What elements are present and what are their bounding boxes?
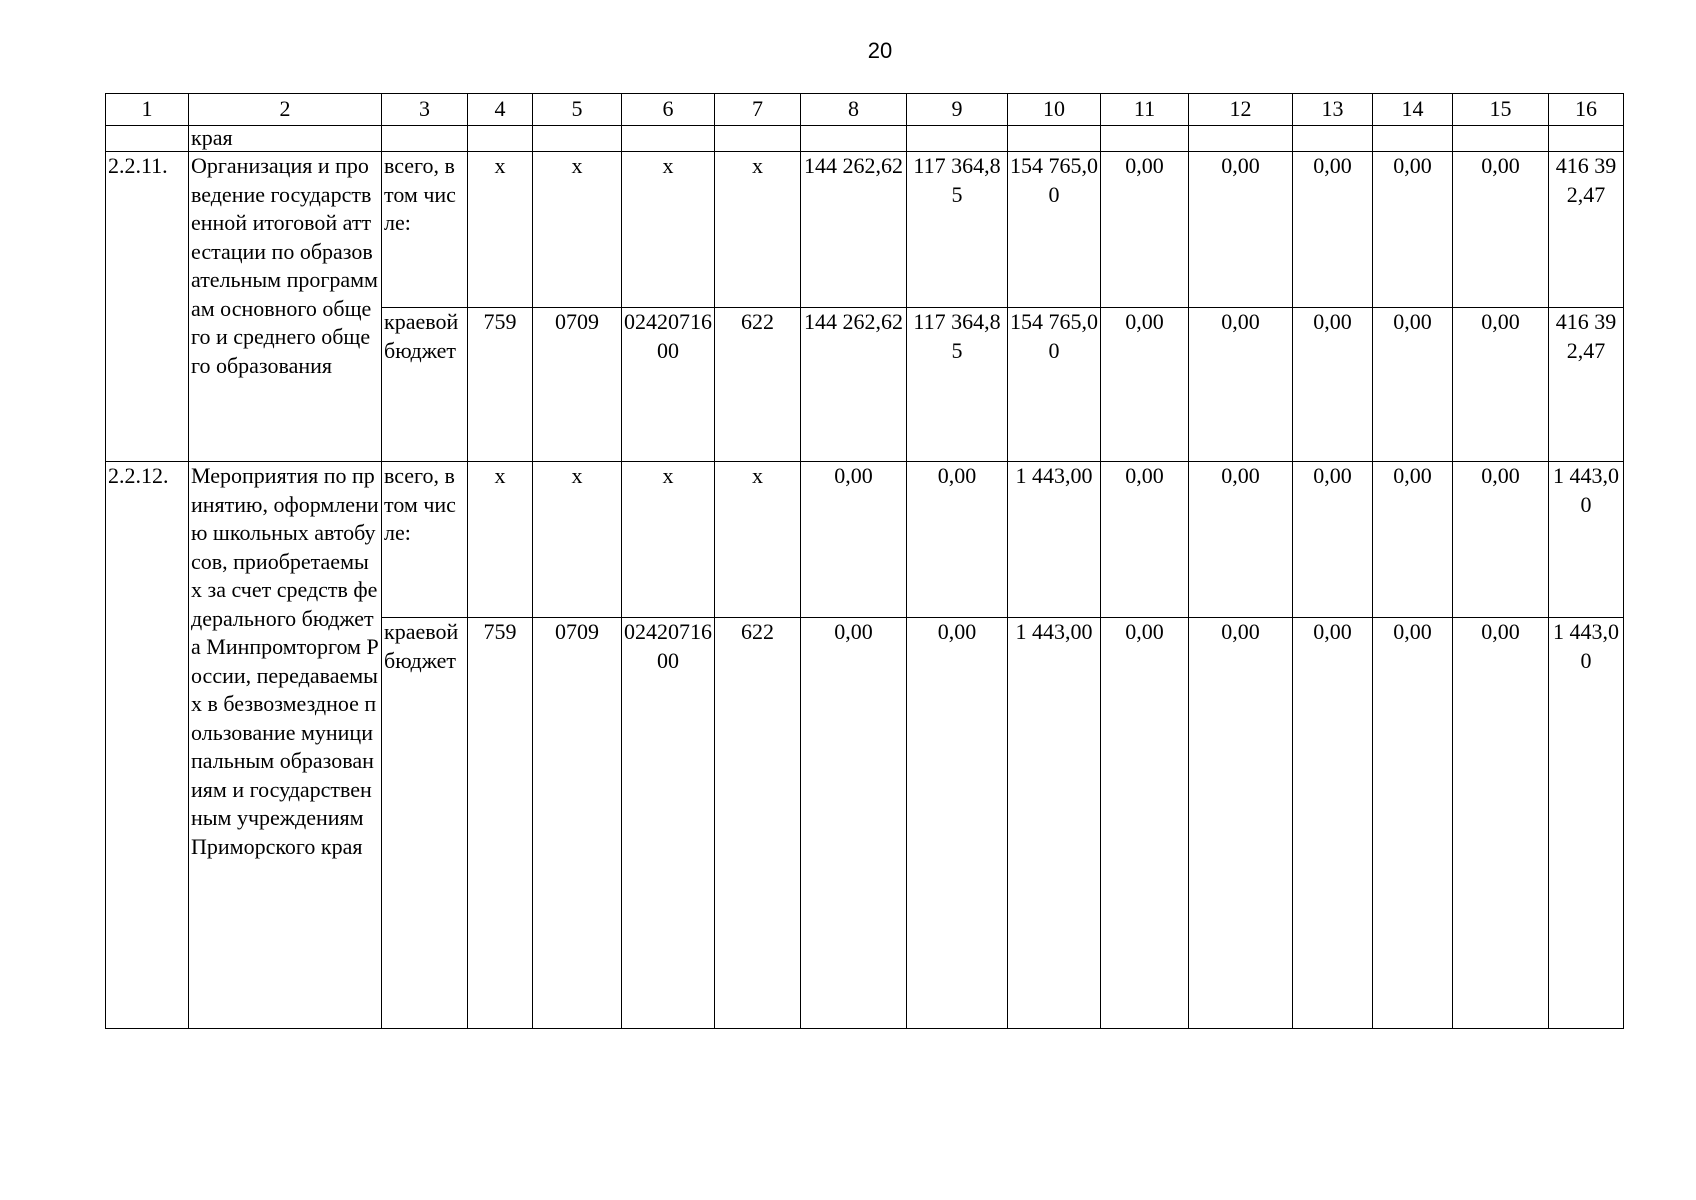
cell-c6: x [622,462,715,618]
item-number: 2.2.11. [106,152,189,462]
cell-c4: 759 [468,618,533,1029]
cell-c15: 0,00 [1453,618,1549,1029]
header-cell: 8 [801,94,907,126]
cell-c6: x [622,152,715,308]
cell-c8: 144 262,62 [801,308,907,462]
cell-c9: 0,00 [907,618,1008,1029]
cell-c16: 416 392,47 [1549,308,1624,462]
empty-cell [468,126,533,152]
cell-c11: 0,00 [1101,462,1189,618]
cell-c10: 1 443,00 [1008,618,1101,1029]
funding-source: краевой бюджет [382,618,468,1029]
cell-c4: x [468,462,533,618]
cell-c8: 144 262,62 [801,152,907,308]
cell-c6: 0242071600 [622,308,715,462]
cell-c11: 0,00 [1101,308,1189,462]
cell-c12: 0,00 [1189,462,1293,618]
cell-c15: 0,00 [1453,308,1549,462]
continuation-text: края [189,126,382,152]
item-number: 2.2.12. [106,462,189,1029]
empty-cell [715,126,801,152]
empty-cell [1453,126,1549,152]
budget-table [105,93,1624,1029]
empty-cell [1189,126,1293,152]
funding-source: краевой бюджет [382,308,468,462]
cell-c12: 0,00 [1189,152,1293,308]
header-cell: 2 [189,94,382,126]
cell-c4: 759 [468,308,533,462]
header-cell: 15 [1453,94,1549,126]
empty-cell [1293,126,1373,152]
cell-c15: 0,00 [1453,462,1549,618]
cell-c13: 0,00 [1293,308,1373,462]
cell-c15: 0,00 [1453,152,1549,308]
cell-c7: 622 [715,308,801,462]
cell-c6: 0242071600 [622,618,715,1029]
cell-c12: 0,00 [1189,308,1293,462]
cell-c11: 0,00 [1101,618,1189,1029]
cell-c8: 0,00 [801,618,907,1029]
header-cell: 1 [106,94,189,126]
cell-c16: 1 443,00 [1549,618,1624,1029]
header-cell: 6 [622,94,715,126]
cell-c12: 0,00 [1189,618,1293,1029]
empty-cell [801,126,907,152]
cell-c16: 1 443,00 [1549,462,1624,618]
cell-c10: 154 765,00 [1008,308,1101,462]
cell-c9: 117 364,85 [907,152,1008,308]
cell-c5: 0709 [533,618,622,1029]
header-cell: 5 [533,94,622,126]
empty-cell [382,126,468,152]
continuation-row [106,126,1624,152]
cell-c9: 0,00 [907,462,1008,618]
table-row [106,462,1624,618]
cell-c9: 117 364,85 [907,308,1008,462]
cell-c7: x [715,152,801,308]
cell-c5: x [533,462,622,618]
cell-c11: 0,00 [1101,152,1189,308]
cell-c5: x [533,152,622,308]
cell-c7: 622 [715,618,801,1029]
header-row [106,94,1624,126]
empty-cell [1101,126,1189,152]
item-name: Организация и проведение государственной итоговой аттестации по образовательным программам основного общего и среднего общего образования [189,152,382,462]
empty-cell [907,126,1008,152]
header-cell: 11 [1101,94,1189,126]
empty-cell [1008,126,1101,152]
header-cell: 12 [1189,94,1293,126]
cell-c14: 0,00 [1373,308,1453,462]
header-cell: 9 [907,94,1008,126]
cell-c16: 416 392,47 [1549,152,1624,308]
cell-c7: x [715,462,801,618]
header-cell: 10 [1008,94,1101,126]
header-cell: 7 [715,94,801,126]
header-cell: 14 [1373,94,1453,126]
cell-c10: 154 765,00 [1008,152,1101,308]
empty-cell [1373,126,1453,152]
cell-c13: 0,00 [1293,618,1373,1029]
empty-cell [533,126,622,152]
header-cell: 16 [1549,94,1624,126]
funding-source: всего, в том числе: [382,152,468,308]
header-cell: 4 [468,94,533,126]
cell-c8: 0,00 [801,462,907,618]
empty-cell [1549,126,1624,152]
cell-c14: 0,00 [1373,618,1453,1029]
header-cell: 13 [1293,94,1373,126]
item-name: Мероприятия по принятию, оформлению школьных автобусов, приобретаемых за счет средств федерального бюджета Минпромторгом России, передаваемых в безвозмездное пользование муниципальным образованиям и государственным учреждениям Приморского края [189,462,382,1029]
empty-cell [622,126,715,152]
empty-cell [106,126,189,152]
cell-c13: 0,00 [1293,152,1373,308]
cell-c10: 1 443,00 [1008,462,1101,618]
funding-source: всего, в том числе: [382,462,468,618]
cell-c14: 0,00 [1373,462,1453,618]
page-number: 20 [867,38,893,63]
cell-c14: 0,00 [1373,152,1453,308]
cell-c4: x [468,152,533,308]
table-row [106,152,1624,308]
cell-c5: 0709 [533,308,622,462]
cell-c13: 0,00 [1293,462,1373,618]
header-cell: 3 [382,94,468,126]
